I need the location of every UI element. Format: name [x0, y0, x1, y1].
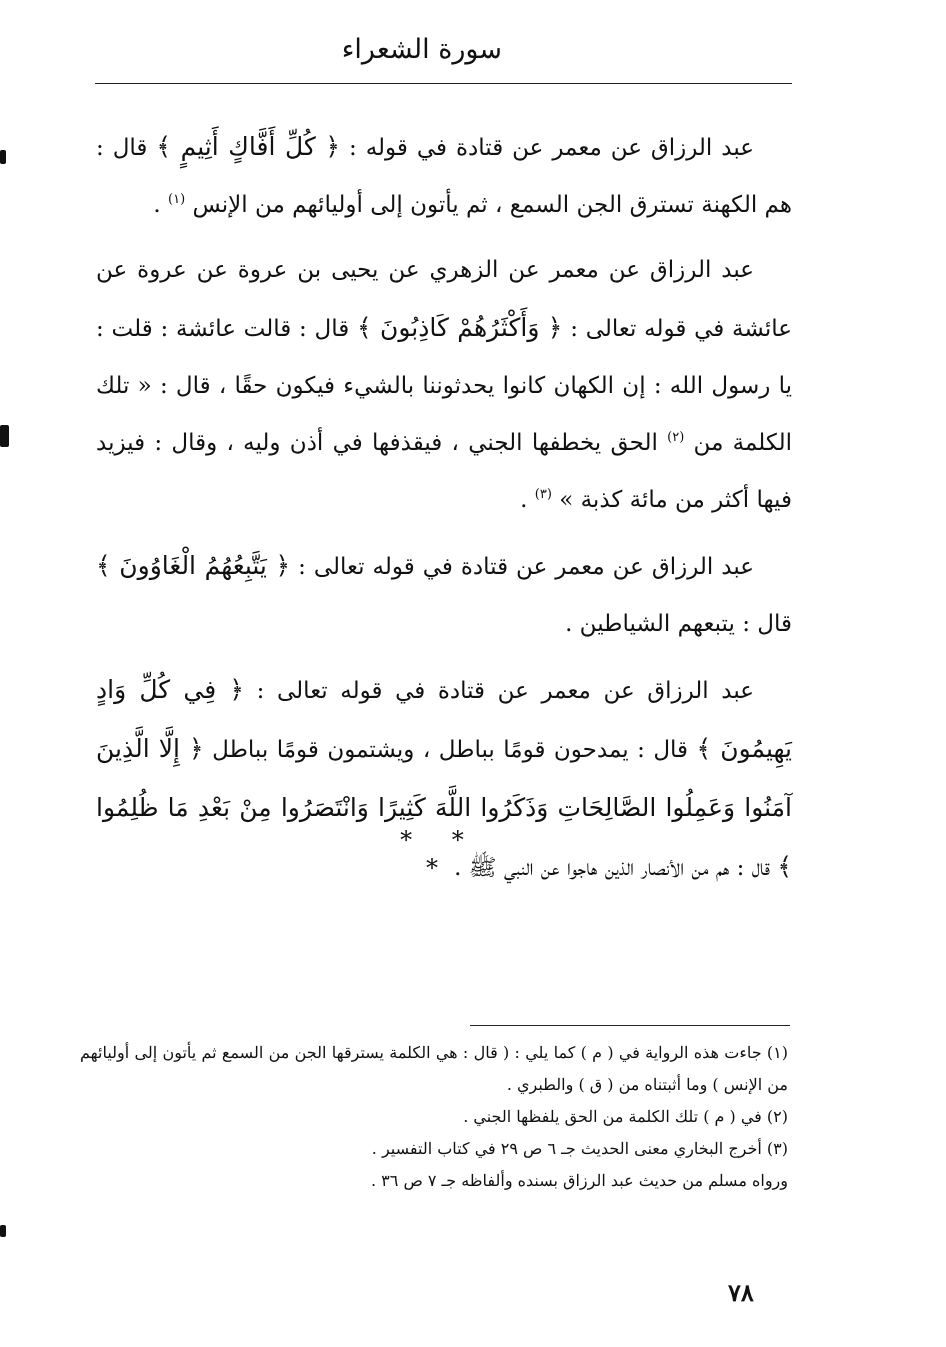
paragraph-text: عبد الرزاق عن معمر عن قتادة في قوله : — [340, 135, 755, 161]
quran-verse: ﴿ كُلِّ أَفَّاكٍ أَثِيمٍ ﴾ — [156, 132, 341, 161]
paragraph-text: . — [520, 487, 535, 513]
paragraph — [96, 118, 792, 234]
paragraph-text: الحق يخطفها الجني ، فيقذفها في أذن وليه ، وقال : فيزيد فيها أكثر من مائة كذبة » — [96, 430, 792, 513]
scan-edge-mark — [0, 150, 6, 164]
paragraph-text: قال : يمدحون قومًا بباطل ، ويشتمون قومًا بباطل — [203, 737, 697, 763]
footnote-reference: (٣) — [534, 487, 552, 502]
footnote-reference: (٢) — [667, 430, 685, 445]
paragraph-text: قال : قالت عائشة : قلت : يا رسول الله : إن الكهان كانوا يحدثوننا بالشيء فيكون حقًا ، قال : « تلك الكلمة من — [96, 316, 792, 456]
footnote-item: ورواه مسلم من حديث عبد الرزاق بسنده وألفاظه جـ ٧ ص ٣٦ . — [371, 1171, 788, 1190]
footnotes — [80, 1037, 788, 1197]
quran-verse: ﴿ وَأَكْثَرُهُمْ كَاذِبُونَ ﴾ — [357, 313, 563, 342]
paragraph — [96, 537, 792, 653]
scan-edge-mark — [0, 425, 9, 447]
quran-verse: ﴿ يَتَّبِعُهُمُ الْغَاوُونَ ﴾ — [96, 551, 291, 580]
footnote-reference: (١) — [168, 192, 186, 207]
paragraph — [96, 242, 792, 529]
footnote-item: (٢) في ( م ) تلك الكلمة من الحق يلفظها الجني . — [463, 1107, 788, 1126]
page-header — [95, 28, 792, 84]
footnote-rule — [470, 1025, 790, 1026]
paragraph-text: قال : هم الكهنة تسترق الجن السمع ، ثم يأتون إلى أوليائهم من الإنس — [96, 135, 792, 218]
paragraph-text: قال : يتبعهم الشياطين . — [565, 611, 792, 637]
paragraph-text: . — [153, 192, 168, 218]
surah-title: سورة الشعراء — [341, 34, 502, 65]
scan-edge-mark — [0, 1225, 6, 1237]
section-separator: * * * — [400, 826, 480, 882]
paragraph-text: عبد الرزاق عن معمر عن قتادة في قوله تعالى : — [290, 554, 754, 580]
footnote-item: (٣) أخرج البخاري معنى الحديث جـ ٦ ص ٢٩ في كتاب التفسير . — [371, 1139, 788, 1158]
quran-verse: ﴿ فِي كُلِّ وَادٍ يَهِيمُونَ ﴾ — [96, 675, 792, 763]
page-number: ٧٨ — [728, 1278, 754, 1307]
main-text — [96, 118, 792, 897]
header-rule — [95, 83, 792, 84]
paragraph-text: عبد الرزاق عن معمر عن قتادة في قوله تعالى : — [244, 678, 755, 704]
quran-verse: ﴿ إِلَّا الَّذِينَ آمَنُوا وَعَمِلُوا الصَّالِحَاتِ وَذَكَرُوا اللَّهَ كَثِيرًا وَانْتَصَرُوا مِنْ بَعْدِ مَا ظُلِمُوا ﴾ — [96, 734, 792, 881]
paragraph-text: عبد الرزاق عن معمر عن الزهري عن يحيى بن عروة عن عروة عن عائشة في قوله تعالى : — [96, 257, 792, 342]
footnote-item: (١) جاءت هذه الرواية في ( م ) كما يلي : ( قال : هي الكلمة يسترقها الجن من السمع ثم يأتون إلى أوليائهم من الإنس ) وما أثبتناه من ( ق ) والطبري . — [80, 1043, 788, 1094]
paragraph-text: قال : هم من الأنصار الذين هاجوا عن النبي ﷺ . — [454, 855, 778, 881]
